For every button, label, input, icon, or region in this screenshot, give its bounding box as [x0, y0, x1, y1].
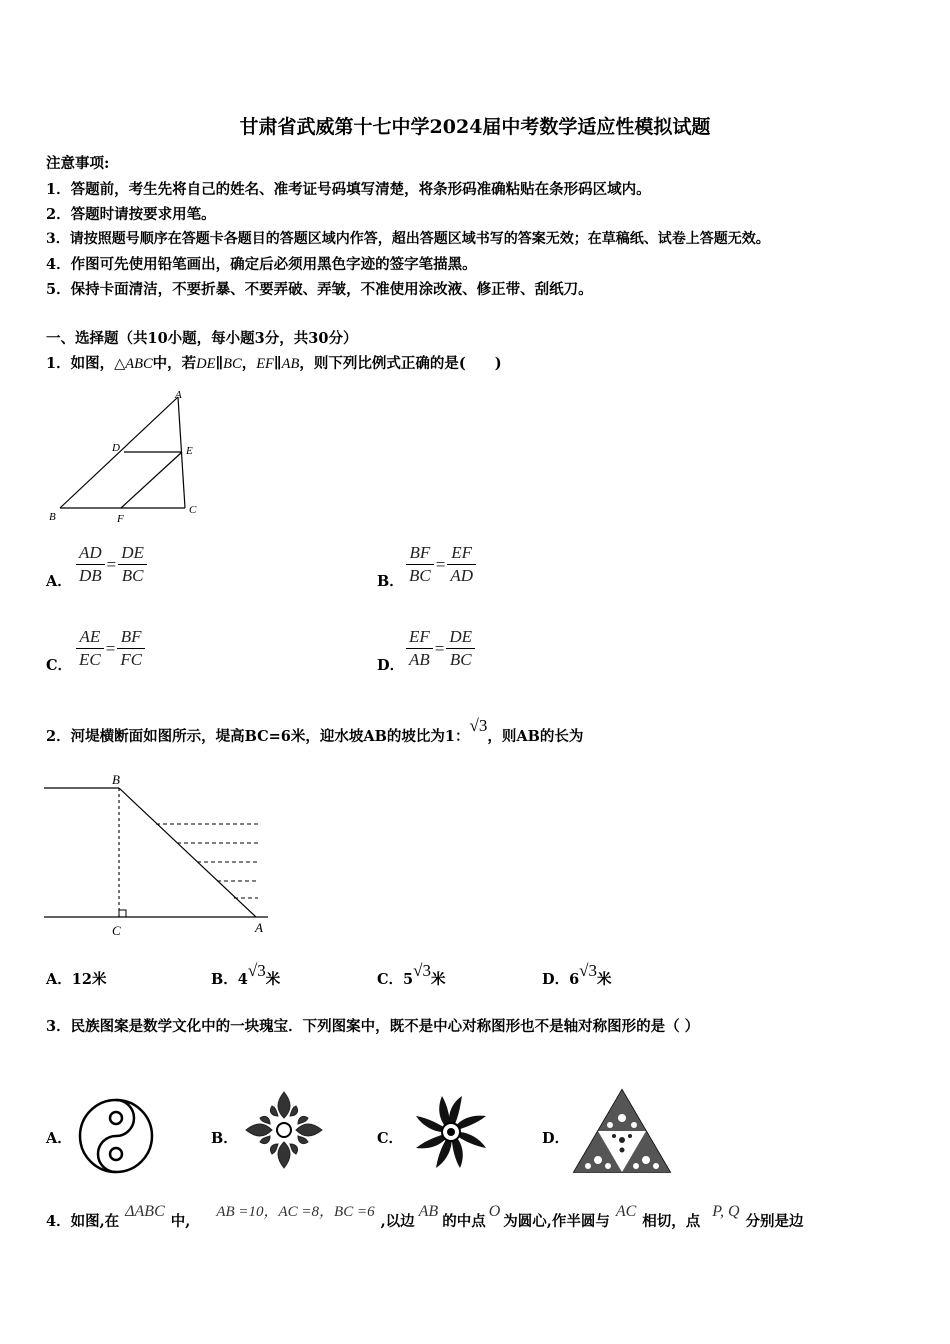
notice-item: 5．保持卡面清洁，不要折暴、不要弄破、弄皱，不准使用涂改液、修正带、刮纸刀。	[46, 281, 593, 298]
option-c-fraction: $\frac{AE}{EC}$ = $\frac{BF}{FC}$	[76, 627, 145, 670]
q2-option-a: A．12米	[46, 971, 107, 988]
point-label-c: C	[112, 923, 121, 938]
option-letter: C．	[377, 1130, 404, 1147]
point-label-a: A	[255, 920, 263, 935]
notice-item: 2．答题时请按要求用笔。	[46, 206, 216, 223]
notice-item: 1．答题前，考生先将自己的姓名、准考证号码填写清楚，将条形码准确粘贴在条形码区域内。	[46, 181, 651, 198]
option-letter: D．	[542, 1130, 570, 1147]
q2-option-c: C．5√3米	[377, 961, 446, 988]
option-letter: A．	[46, 1130, 72, 1147]
section-heading: 一、选择题（共10小题，每小题3分，共30分）	[46, 330, 358, 347]
vertex-label-a: A	[175, 389, 182, 401]
sierpinski-triangle-pattern-image	[572, 1088, 672, 1174]
triangle-figure	[44, 388, 214, 528]
question-4-stem: 4．如图,在ΔABC中,AB =10，AC =8，BC =6,以边AB的中点O为圆心,作半圆与AC相切，点P, Q分别是边	[46, 1203, 804, 1230]
floral-cross-pattern-image	[242, 1088, 326, 1172]
option-letter: B．	[211, 1130, 238, 1147]
option-a-fraction: $\frac{AD}{DB}$ = $\frac{DE}{BC}$	[76, 543, 147, 586]
vertex-label-b: B	[49, 511, 56, 523]
question-3-stem: 3．民族图案是数学文化中的一块瑰宝．下列图案中，既不是中心对称图形也不是轴对称图形的是（ ）	[46, 1018, 700, 1035]
notice-item: 3．请按照题号顺序在答题卡各题目的答题区域内作答，超出答题区域书写的答案无效；在草稿纸、试卷上答题无效。	[46, 231, 770, 247]
q2-option-b: B．4√3米	[211, 961, 281, 988]
notice-heading: 注意事项:	[46, 155, 110, 172]
taiji-pattern-image	[76, 1096, 156, 1176]
vertex-label-f: F	[117, 513, 124, 525]
page-title: 甘肃省武威第十七中学2024届中考数学适应性模拟试题	[239, 116, 711, 138]
q2-option-d: D．6√3米	[542, 961, 612, 988]
embankment-figure	[44, 770, 274, 940]
notice-item: 4．作图可先使用铅笔画出，确定后必须用黑色字迹的签字笔描黑。	[46, 256, 477, 273]
option-b-fraction: $\frac{BF}{BC}$ = $\frac{EF}{AD}$	[406, 543, 476, 586]
vertex-label-e: E	[186, 445, 193, 457]
option-d-fraction: $\frac{EF}{AB}$ = $\frac{DE}{BC}$	[406, 627, 475, 670]
vertex-label-c: C	[189, 504, 197, 516]
vertex-label-d: D	[112, 442, 120, 454]
option-letter: A．	[46, 573, 72, 590]
option-letter: C．	[46, 657, 73, 674]
question-1-stem: 1．如图，△ABC中，若DE∥BC，EF∥AB，则下列比例式正确的是( )	[46, 355, 502, 372]
question-2-stem: 2．河堤横断面如图所示，堤高BC=6米，迎水坡AB的坡比为1：√3，则AB的长为	[46, 716, 584, 745]
option-letter: D．	[377, 657, 405, 674]
option-letter: B．	[377, 573, 404, 590]
swirl-flower-pattern-image	[406, 1090, 496, 1174]
point-label-b: B	[112, 772, 120, 787]
